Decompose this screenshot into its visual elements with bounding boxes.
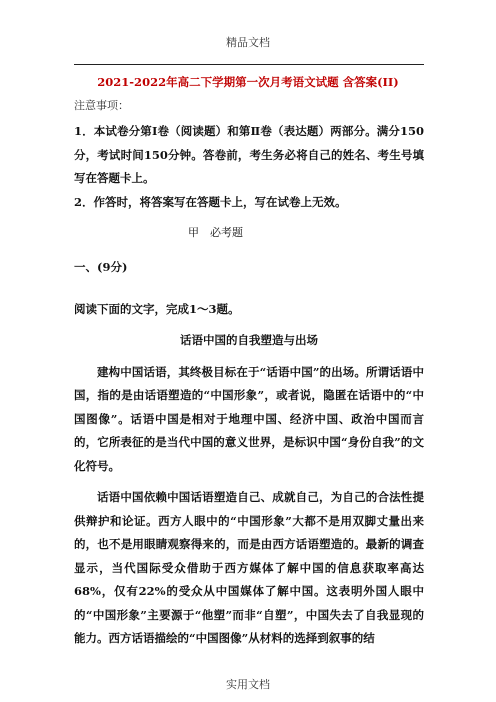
notice-item-2: 2．作答时，将答案写在答题卡上，写在试卷上无效。 bbox=[74, 194, 347, 209]
article-title: 话语中国的自我塑造与出场 bbox=[180, 333, 318, 347]
document-body bbox=[74, 96, 424, 651]
notice-item-1: 1．本试卷分第Ⅰ卷（阅读题）和第Ⅱ卷（表达题）两部分。满分150分，考试时间150分钟。答卷前，考生务必将自己的姓名、考生号填写在答题卡上。 bbox=[74, 124, 424, 185]
document-title: 2021-2022年高二下学期第一次月考语文试题 含答案(II) bbox=[97, 75, 399, 89]
article-paragraph-2: 话语中国依赖中国话语塑造自己、成就自己，为自己的合法性提供辩护和论证。西方人眼中的“中国形象”大都不是用双脚丈量出来的，也不是用眼睛观察得来的，而是由西方话语塑造的。最新的调查显示，当代国际受众借助于西方媒体了解中国的信息获取率高达68%，仅有22%的受众从中国媒体了解中国。这表明外国人眼中的“中国形象”主要源于“他塑”而非“自塑”，中国失去了自我显现的能力。西方话语描绘的“中国图像”从材料的选择到叙事的结 bbox=[74, 490, 424, 645]
notice-heading: 注意事项： bbox=[74, 99, 129, 112]
section-mark: 甲 必考题 bbox=[188, 226, 243, 239]
page-footer: 实用文档 bbox=[226, 678, 270, 691]
reading-instruction: 阅读下面的文字，完成1～3题。 bbox=[74, 301, 240, 316]
header-divider bbox=[74, 64, 424, 65]
article-paragraph-1: 建构中国话语，其终极目标在于“话语中国”的出场。所谓话语中国，指的是由话语塑造的“中国形象”，或者说，隐匿在话语中的“中国图像”。话语中国是相对于地理中国、经济中国、政治中国而言的，它所表征的是当代中国的意义世界，是标识中国“身份自我”的文化符号。 bbox=[74, 364, 424, 473]
part-one-heading: 一、(9分) bbox=[74, 260, 128, 274]
page-header: 精品文档 bbox=[226, 36, 270, 49]
